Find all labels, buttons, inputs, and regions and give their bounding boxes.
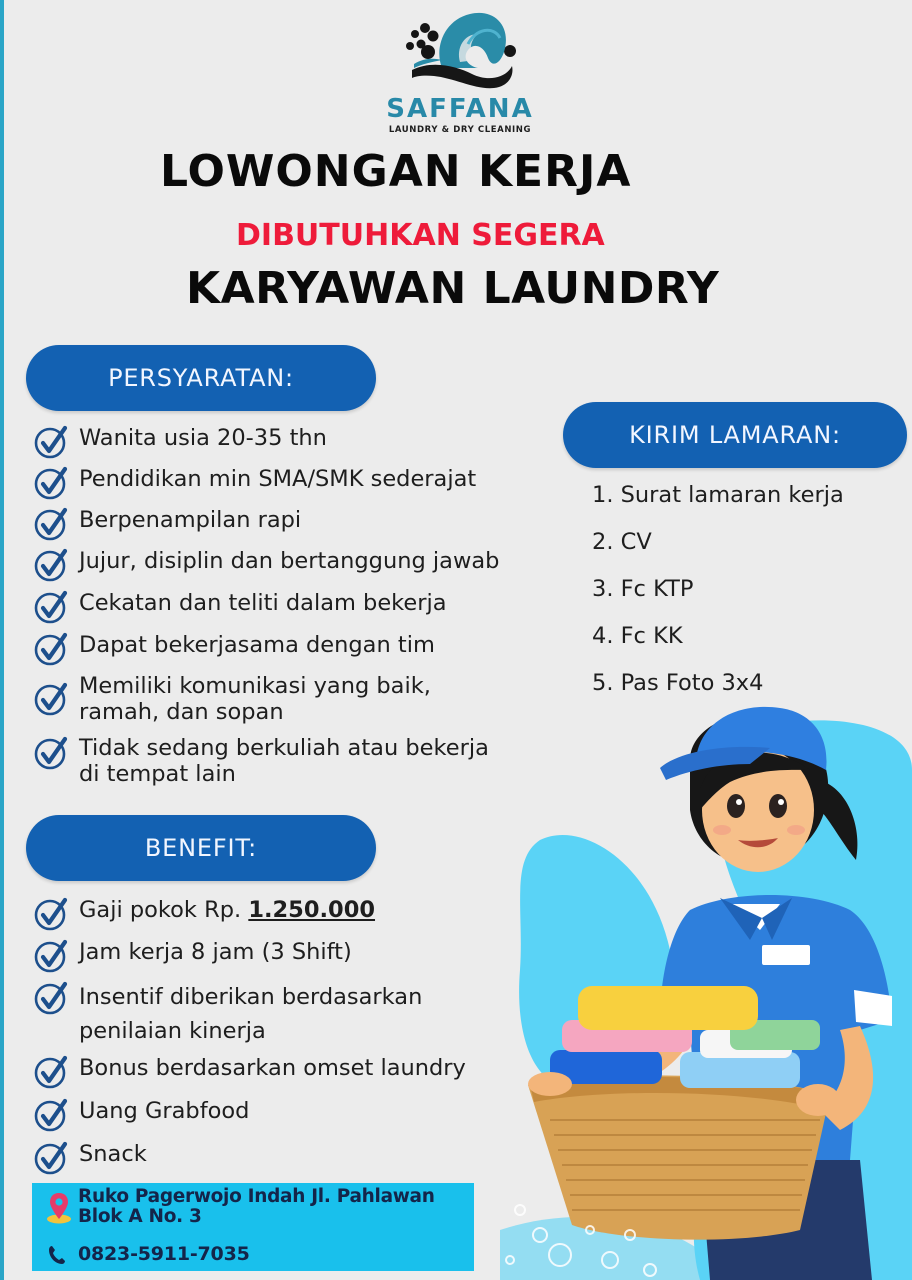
check-circle-icon bbox=[34, 465, 70, 501]
requirement-item: Pendidikan min SMA/SMK sederajat bbox=[34, 465, 499, 506]
phone-number: 0823-5911-7035 bbox=[78, 1243, 250, 1265]
benefit-item: Jam kerja 8 jam (3 Shift) bbox=[34, 938, 466, 980]
headline-position: KARYAWAN LAUNDRY bbox=[186, 263, 720, 314]
check-circle-icon bbox=[34, 589, 70, 625]
apply-item: 4. Fc KK bbox=[592, 623, 683, 649]
salary-amount: 1.250.000 bbox=[248, 897, 376, 923]
check-circle-icon bbox=[34, 980, 70, 1016]
apply-documents-list bbox=[592, 482, 844, 717]
apply-heading: KIRIM LAMARAN: bbox=[563, 402, 907, 468]
benefits-heading: BENEFIT: bbox=[26, 815, 376, 881]
requirement-item: Dapat bekerjasama dengan tim bbox=[34, 631, 499, 673]
requirements-list bbox=[34, 424, 499, 795]
check-circle-icon bbox=[34, 547, 70, 583]
benefit-item: Snack bbox=[34, 1140, 466, 1182]
check-circle-icon bbox=[34, 506, 70, 542]
requirement-item: Wanita usia 20-35 thn bbox=[34, 424, 499, 465]
brand-logo bbox=[370, 8, 550, 135]
headline-title: LOWONGAN KERJA bbox=[160, 146, 632, 197]
address bbox=[78, 1187, 435, 1227]
check-circle-icon bbox=[34, 1054, 70, 1090]
left-edge-strip bbox=[0, 0, 4, 1280]
check-circle-icon bbox=[34, 938, 70, 974]
benefit-item: Insentif diberikan berdasarkan penilaian kinerja bbox=[34, 980, 466, 1054]
requirement-item: Cekatan dan teliti dalam bekerja bbox=[34, 589, 499, 631]
requirements-heading: PERSYARATAN: bbox=[26, 345, 376, 411]
salary-label: Gaji pokok Rp. bbox=[79, 897, 249, 923]
address-line-2: Blok A No. 3 bbox=[78, 1206, 202, 1227]
requirement-item: Memiliki komunikasi yang baik, ramah, dan sopan bbox=[34, 673, 499, 735]
check-circle-icon bbox=[34, 735, 70, 771]
requirement-item: Berpenampilan rapi bbox=[34, 506, 499, 547]
requirement-item: Jujur, disiplin dan bertanggung jawab bbox=[34, 547, 499, 589]
check-circle-icon bbox=[34, 1140, 70, 1176]
contact-box bbox=[32, 1183, 474, 1271]
benefit-item-salary bbox=[34, 896, 466, 938]
check-circle-icon bbox=[34, 424, 70, 460]
benefit-item: Uang Grabfood bbox=[34, 1097, 466, 1140]
laundry-worker-illustration bbox=[500, 690, 912, 1280]
map-pin-icon bbox=[46, 1191, 72, 1225]
check-circle-icon bbox=[34, 896, 70, 932]
headline-urgent: DIBUTUHKAN SEGERA bbox=[236, 218, 605, 253]
apply-item: 5. Pas Foto 3x4 bbox=[592, 670, 764, 696]
phone-icon bbox=[48, 1245, 66, 1265]
benefit-item: Bonus berdasarkan omset laundry bbox=[34, 1054, 466, 1097]
brand-tagline: LAUNDRY & DRY CLEANING bbox=[388, 125, 532, 135]
check-circle-icon bbox=[34, 1097, 70, 1133]
requirement-item: Tidak sedang berkuliah atau bekerja di tempat lain bbox=[34, 735, 499, 795]
apply-item: 3. Fc KTP bbox=[592, 576, 694, 602]
check-circle-icon bbox=[34, 631, 70, 667]
wave-bubbles-icon bbox=[398, 8, 522, 92]
brand-name: SAFFANA bbox=[386, 94, 534, 124]
check-circle-icon bbox=[34, 681, 70, 717]
benefits-list bbox=[34, 896, 466, 1182]
address-line-1: Ruko Pagerwojo Indah Jl. Pahlawan bbox=[78, 1186, 435, 1207]
apply-item: 1. Surat lamaran kerja bbox=[592, 482, 844, 508]
apply-item: 2. CV bbox=[592, 529, 652, 555]
